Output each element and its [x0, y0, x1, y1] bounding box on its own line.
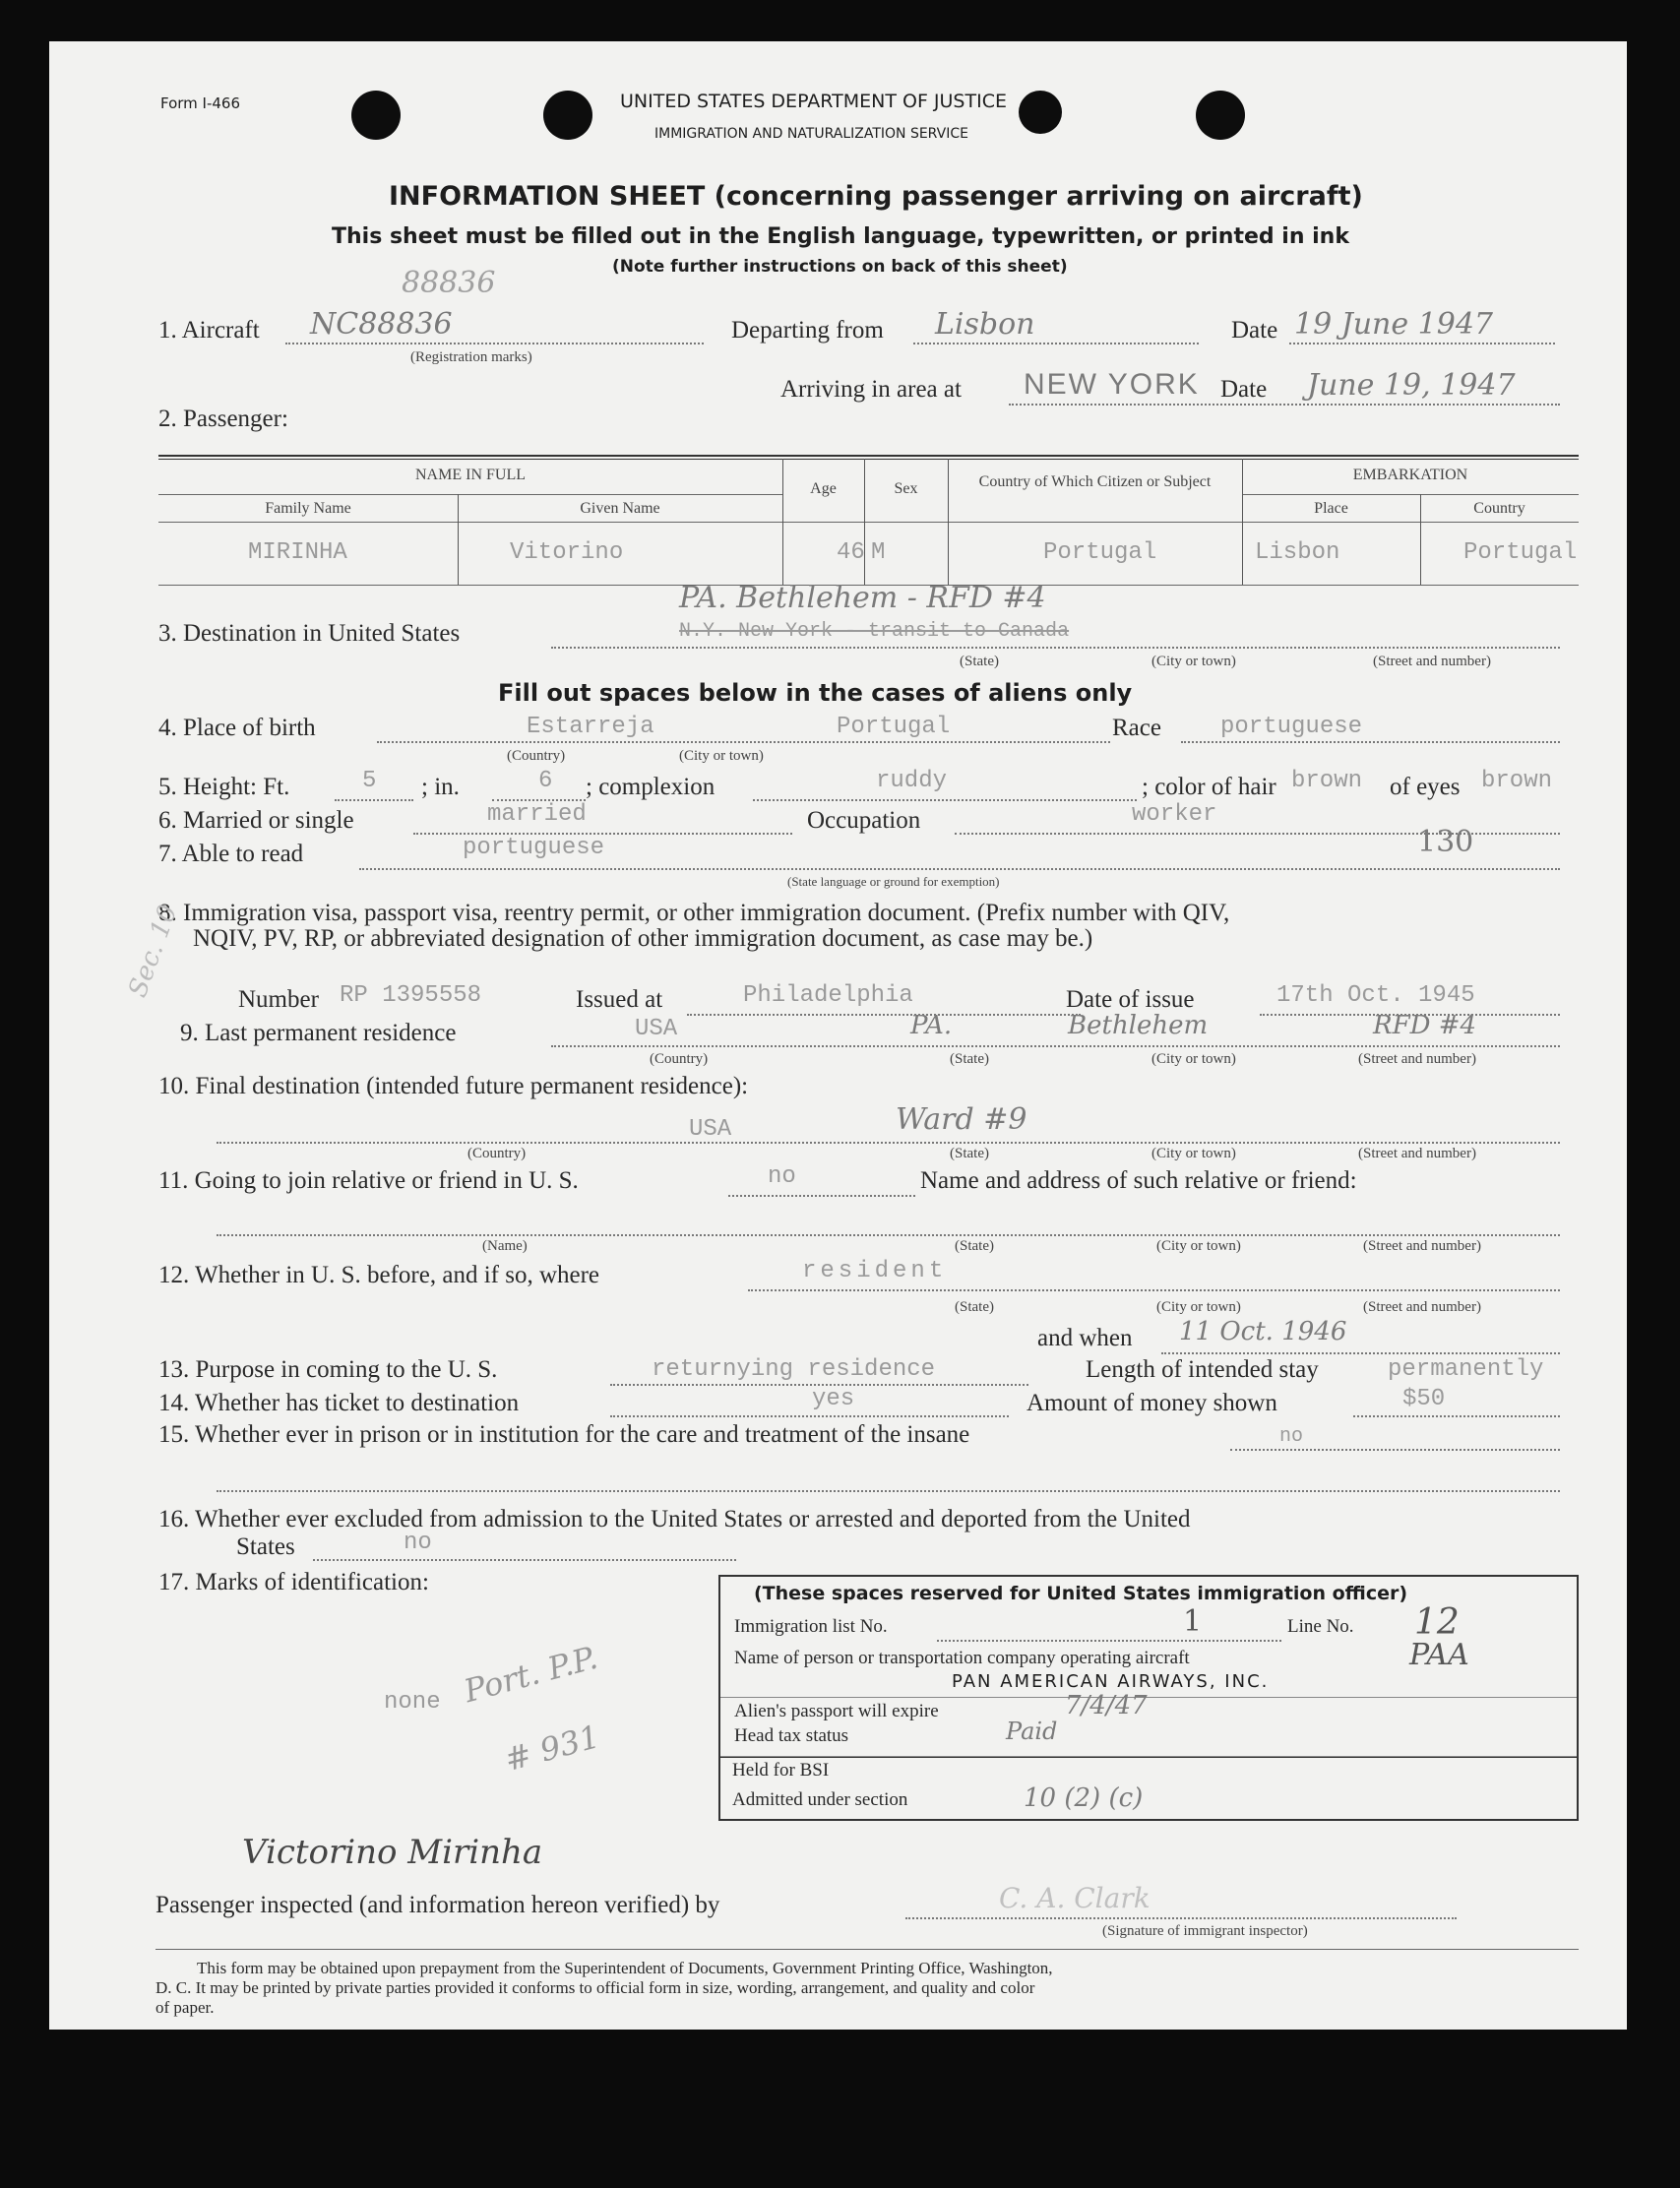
footer-line-3: of paper.	[156, 1998, 215, 2017]
sub-street: (Street and number)	[1358, 1051, 1476, 1067]
inspector-signature: C. A. Clark	[999, 1882, 1151, 1914]
inspected-label: Passenger inspected (and information hereon verified) by	[156, 1892, 720, 1918]
hair-label: ; color of hair	[1142, 774, 1276, 800]
excluded-label-2: States	[236, 1533, 295, 1560]
sub-city: (City or town)	[1151, 1146, 1236, 1161]
residence-state: PA.	[910, 1011, 953, 1040]
inspector-sublabel: (Signature of immigrant inspector)	[1102, 1923, 1308, 1939]
dotted-line	[905, 1917, 1457, 1919]
dotted-line	[1230, 1449, 1560, 1451]
read-label: 7. Able to read	[158, 841, 304, 867]
table-rule	[1242, 494, 1579, 495]
when-value: 11 Oct. 1946	[1179, 1317, 1347, 1346]
birth-label: 4. Place of birth	[158, 715, 316, 741]
sub-state: (State)	[955, 1299, 994, 1315]
purpose-value: returnying residence	[652, 1356, 936, 1383]
cell-family: MIRINHA	[248, 539, 347, 566]
col-age: Age	[810, 480, 837, 497]
bsi-label: Held for BSI	[732, 1760, 830, 1781]
immigration-label: 8. Immigration visa, passport visa, reentry permit, or other immigration document. (Prefix number with QIV,	[158, 900, 1230, 926]
money-value: $50	[1402, 1386, 1446, 1412]
sub-name: (Name)	[482, 1238, 528, 1254]
sheet-subtitle: This sheet must be filled out in the English language, typewritten, or printed in ink	[332, 224, 1349, 249]
form-number: Form I-466	[160, 94, 241, 112]
read-sublabel: (State language or ground for exemption)	[787, 874, 1000, 889]
prison-value: no	[1279, 1425, 1304, 1448]
dotted-line	[551, 647, 1560, 649]
occupation-value: worker	[1132, 801, 1217, 828]
col-citizen: Country of Which Citizen or Subject	[978, 473, 1212, 490]
list-label: Immigration list No.	[734, 1616, 888, 1637]
aircraft-sublabel: (Registration marks)	[410, 349, 532, 365]
departing-value: Lisbon	[935, 307, 1035, 342]
date-label: Date	[1231, 317, 1278, 344]
birth-city: Estarreja	[527, 714, 654, 740]
number-value: RP 1395558	[340, 982, 482, 1009]
sub-city: (City or town)	[1151, 654, 1236, 669]
footer-rule	[156, 1949, 1579, 1950]
race-label: Race	[1112, 715, 1161, 741]
dotted-line	[551, 1045, 1560, 1047]
aircraft-label: 1. Aircraft	[158, 317, 260, 344]
sub-country: (Country)	[507, 748, 566, 764]
prison-label: 15. Whether ever in prison or in institution for the care and treatment of the insane	[158, 1421, 970, 1448]
line-value: 12	[1414, 1602, 1460, 1643]
before-label: 12. Whether in U. S. before, and if so, where	[158, 1262, 600, 1288]
destination-typed: N.Y. New York - transit to Canada	[679, 620, 1070, 643]
final-handwritten: Ward #9	[896, 1102, 1027, 1137]
ticket-label: 14. Whether has ticket to destination	[158, 1390, 520, 1416]
relative-label: Name and address of such relative or friend:	[920, 1167, 1357, 1194]
aircraft-above: 88836	[402, 266, 496, 300]
punch-hole	[1196, 91, 1245, 140]
margin-note: Sec. 10	[123, 901, 184, 1002]
dotted-line	[687, 1014, 1081, 1016]
sub-street: (Street and number)	[1363, 1238, 1481, 1254]
dotted-line	[217, 1142, 1560, 1144]
dotted-line	[313, 1559, 736, 1561]
residence-label: 9. Last permanent residence	[180, 1020, 457, 1046]
dotted-line	[728, 1195, 915, 1197]
sub-state: (State)	[950, 1146, 989, 1161]
divider	[720, 1697, 1577, 1698]
birth-country: Portugal	[837, 714, 951, 740]
cell-country: Portugal	[1463, 539, 1578, 566]
issued-value: Philadelphia	[743, 982, 913, 1009]
joining-label: 11. Going to join relative or friend in U. S.	[158, 1167, 579, 1194]
marks-hand-1: Port. P.P.	[460, 1638, 601, 1711]
punch-hole	[543, 91, 592, 140]
dotted-line	[937, 1640, 1281, 1642]
dotted-line	[1181, 741, 1560, 743]
tax-label: Head tax status	[734, 1725, 849, 1746]
table-rule	[158, 459, 1579, 460]
dotted-line	[1289, 343, 1555, 344]
sheet-title: INFORMATION SHEET (concerning passenger arriving on aircraft)	[389, 181, 1363, 212]
officer-box	[718, 1575, 1579, 1758]
aliens-heading: Fill out spaces below in the cases of aliens only	[498, 679, 1133, 707]
passport-label: Alien's passport will expire	[734, 1701, 939, 1721]
sub-city: (City or town)	[1156, 1299, 1241, 1315]
col-family-name: Family Name	[265, 500, 351, 517]
height-in-label: ; in.	[421, 774, 460, 800]
residence-city: Bethlehem	[1068, 1011, 1209, 1040]
col-given-name: Given Name	[580, 500, 660, 517]
cell-place: Lisbon	[1255, 539, 1340, 566]
sub-country: (Country)	[467, 1146, 527, 1161]
excluded-value: no	[404, 1530, 432, 1556]
sub-street: (Street and number)	[1373, 654, 1491, 669]
punch-hole	[1019, 91, 1062, 134]
final-country: USA	[689, 1116, 732, 1143]
sub-state: (State)	[950, 1051, 989, 1067]
height-ft: 5	[362, 768, 377, 794]
list-value: 1	[1183, 1604, 1203, 1639]
sub-state: (State)	[955, 1238, 994, 1254]
company-stamp: PAN AMERICAN AIRWAYS, INC.	[952, 1671, 1270, 1692]
complexion-label: ; complexion	[586, 774, 716, 800]
height-in: 6	[538, 768, 553, 794]
dotted-line	[217, 1234, 1560, 1236]
eyes-value: brown	[1481, 768, 1553, 794]
marks-value: none	[384, 1689, 441, 1716]
dotted-line	[610, 1415, 1009, 1417]
col-country: Country	[1473, 500, 1525, 517]
col-embarkation: EMBARKATION	[1352, 467, 1468, 483]
punch-hole	[351, 91, 401, 140]
dotted-line	[753, 799, 1137, 801]
date-value: 19 June 1947	[1294, 307, 1494, 342]
issued-label: Issued at	[576, 986, 663, 1013]
cell-sex: M	[871, 539, 886, 566]
sub-city: (City or town)	[1151, 1051, 1236, 1067]
issue-date-value: 17th Oct. 1945	[1276, 982, 1475, 1009]
cell-given: Vitorino	[510, 539, 624, 566]
married-value: married	[487, 801, 587, 828]
form-sheet	[49, 41, 1627, 2030]
table-rule	[158, 522, 1579, 523]
aircraft-value: NC88836	[310, 307, 453, 342]
purpose-label: 13. Purpose in coming to the U. S.	[158, 1356, 498, 1383]
dotted-line	[359, 868, 1560, 870]
tax-value: Paid	[1006, 1718, 1058, 1745]
sub-street: (Street and number)	[1358, 1146, 1476, 1161]
hair-value: brown	[1291, 768, 1363, 794]
dotted-line	[748, 1289, 1560, 1291]
ticket-value: yes	[812, 1386, 855, 1412]
sub-country: (Country)	[650, 1051, 709, 1067]
footer-line-1: This form may be obtained upon prepayment from the Superintendent of Documents, Government Printing Office, Washington,	[197, 1959, 1053, 1977]
sheet-note: (Note further instructions on back of this sheet)	[612, 257, 1068, 277]
married-label: 6. Married or single	[158, 807, 354, 834]
residence-country: USA	[635, 1016, 678, 1042]
destination-handwritten: PA. Bethlehem - RFD #4	[679, 581, 1046, 615]
marks-hand-2: # 931	[500, 1717, 604, 1780]
marks-label: 17. Marks of identification:	[158, 1569, 429, 1595]
dotted-line	[217, 1490, 1560, 1492]
number-label: Number	[238, 986, 319, 1013]
arrival-date-value: June 19, 1947	[1307, 368, 1516, 403]
sub-street: (Street and number)	[1363, 1299, 1481, 1315]
complexion-value: ruddy	[876, 768, 948, 794]
department-title: UNITED STATES DEPARTMENT OF JUSTICE	[620, 91, 1007, 112]
stay-label: Length of intended stay	[1086, 1356, 1319, 1383]
race-value: portuguese	[1220, 714, 1363, 740]
company-hand: PAA	[1409, 1638, 1469, 1672]
destination-label: 3. Destination in United States	[158, 620, 461, 647]
dotted-line	[377, 741, 1110, 743]
dotted-line	[1009, 404, 1560, 406]
col-place: Place	[1314, 500, 1348, 517]
passenger-signature: Victorino Mirinha	[242, 1833, 543, 1872]
passport-value: 7/4/47	[1065, 1691, 1148, 1720]
cell-citizen: Portugal	[1043, 539, 1157, 566]
occupation-label: Occupation	[807, 807, 921, 834]
residence-street: RFD #4	[1373, 1011, 1477, 1040]
table-rule	[158, 455, 1579, 457]
immigration-label-2: NQIV, PV, RP, or abbreviated designation of other immigration document, as case may be.)	[193, 925, 1093, 952]
stay-value: permanently	[1388, 1356, 1544, 1383]
company-label: Name of person or transportation company operating aircraft	[734, 1648, 1190, 1668]
sub-city: (City or town)	[1156, 1238, 1241, 1254]
departing-label: Departing from	[731, 317, 884, 344]
officer-box-heading: (These spaces reserved for United States immigration officer)	[754, 1583, 1408, 1604]
admitted-value: 10 (2) (c)	[1024, 1783, 1144, 1813]
table-divider	[948, 459, 949, 585]
admitted-label: Admitted under section	[732, 1789, 908, 1810]
excluded-label: 16. Whether ever excluded from admission to the United States or arrested and deported from the United	[158, 1506, 1191, 1532]
eyes-label: of eyes	[1390, 774, 1461, 800]
footer-line-2: D. C. It may be printed by private parties provided it conforms to official form in size, wording, arrangement, and quality and color	[156, 1978, 1035, 1997]
col-sex: Sex	[894, 480, 918, 497]
dotted-line	[1353, 1415, 1560, 1417]
sub-city: (City or town)	[679, 748, 764, 764]
col-name-in-full: NAME IN FULL	[415, 467, 526, 483]
line-label: Line No.	[1287, 1616, 1354, 1637]
arriving-label: Arriving in area at	[780, 376, 962, 403]
service-title: IMMIGRATION AND NATURALIZATION SERVICE	[654, 126, 968, 142]
read-value: portuguese	[463, 835, 605, 861]
arrival-date-label: Date	[1220, 376, 1268, 403]
sub-state: (State)	[960, 654, 999, 669]
dotted-line	[335, 799, 413, 801]
final-label: 10. Final destination (intended future permanent residence):	[158, 1073, 749, 1099]
read-number: 130	[1417, 825, 1474, 859]
issue-date-label: Date of issue	[1066, 986, 1195, 1013]
money-label: Amount of money shown	[1027, 1390, 1277, 1416]
when-label: and when	[1037, 1325, 1133, 1351]
height-label: 5. Height: Ft.	[158, 774, 290, 800]
cell-age: 46	[837, 539, 865, 566]
table-divider	[782, 459, 783, 585]
dotted-line	[285, 343, 704, 344]
dotted-line	[1161, 1352, 1560, 1354]
passenger-label: 2. Passenger:	[158, 406, 288, 432]
joining-value: no	[768, 1163, 796, 1190]
table-rule	[158, 494, 782, 495]
arriving-value: NEW YORK	[1024, 368, 1200, 401]
officer-box-lower	[718, 1754, 1579, 1821]
before-value: resident	[802, 1258, 948, 1284]
dotted-line	[913, 343, 1199, 344]
